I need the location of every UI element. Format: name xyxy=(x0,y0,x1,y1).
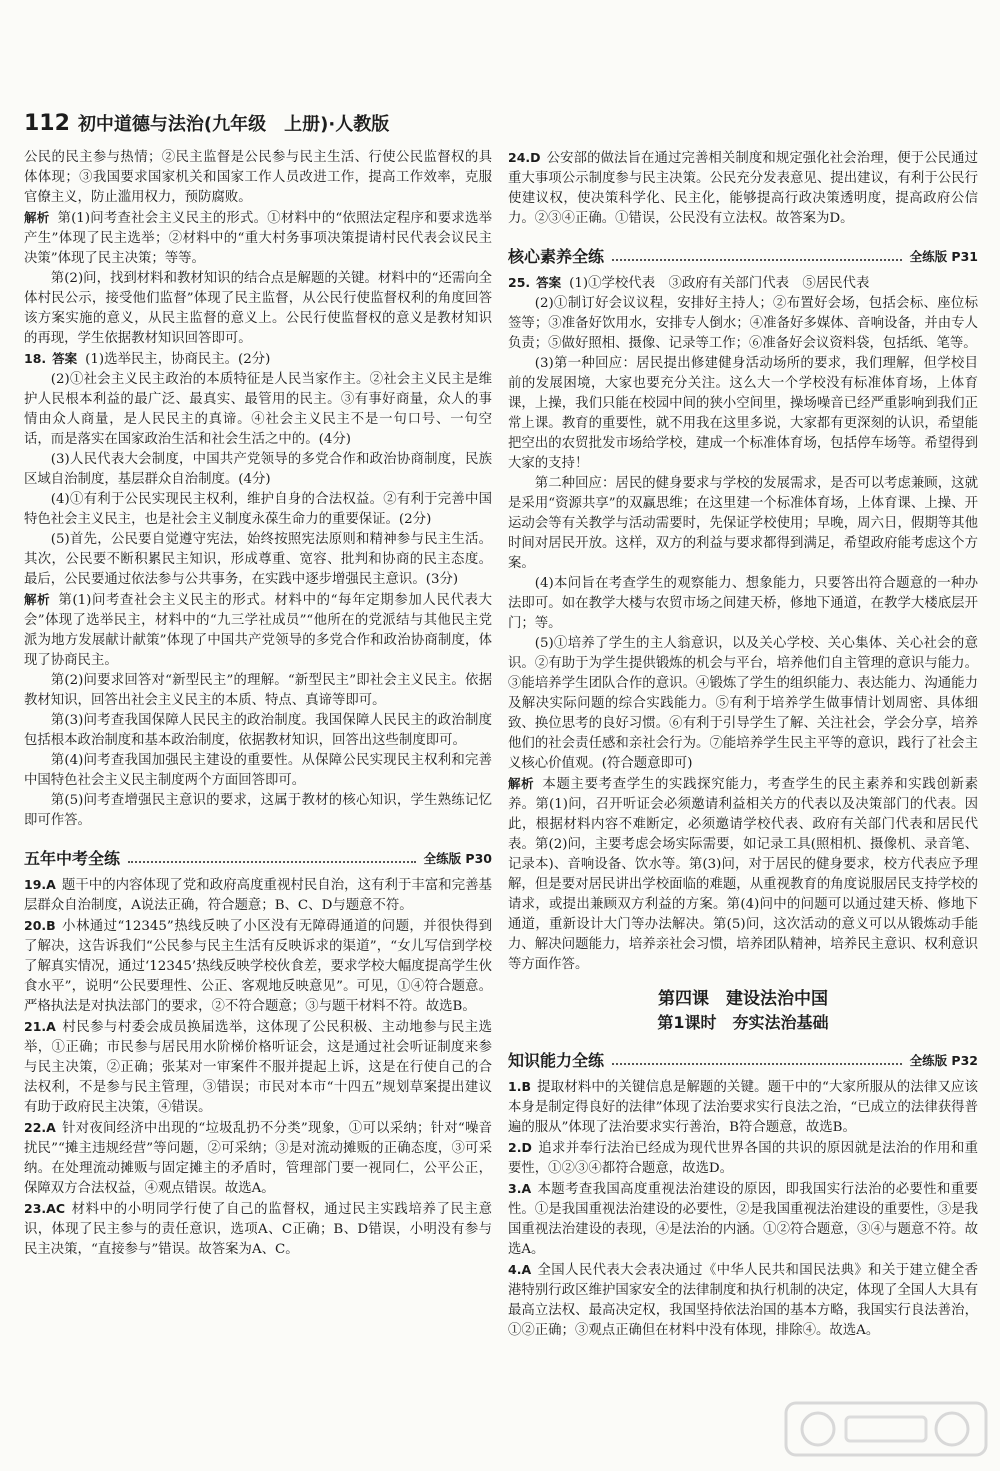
k3 xyxy=(508,1179,978,1260)
q25-item-3: (3)第一种回应：居民提出修建健身活动场所的要求，我们理解，但学校目前的发展困境，大家也要充分关注。这么大一个学校没有标准体育场，上体育课，上操，我们只能在校园中间的狭小空间里，操场噪音已经严重影响到我们正常上课。教育的重要性，就不用我在这里多说，大家都有更深刻的认识，希望能把空出的农贸批发市场给学校，建成一个标准体育场，包括停车场等。希望得到大家的支持！ xyxy=(508,356,978,471)
answer-text: (1)①学校代表 ③政府有关部门代表 ⑤居民代表 xyxy=(569,276,870,291)
q18-item-5: (5)首先，公民要自觉遵守宪法，始终按照宪法原则和精神参与民主生活。其次，公民要不断积累民主知识，形成尊重、宽容、批判和协商的民主态度。最后，公民要通过依法参与公共事务，在实践中逐步增强民主意识。(3分) xyxy=(24,532,492,587)
answer-text: (1)选举民主，协商民主。(2分) xyxy=(85,352,271,367)
q17-analysis-2: 第(2)问，找到材料和教材知识的结合点是解题的关键。材料中的“还需向全体村民公示，接受他们监督”体现了民主监督，从公民行使监督权利的角度回答该方案实施的意义，从民主监督的意义上。公民行使监督权的意义是教材知识的再现，学生依据教材知识回答即可。 xyxy=(24,271,492,346)
question-number: 22.A xyxy=(24,1120,56,1135)
watermark-logo xyxy=(782,1397,992,1461)
question-number: 20.B xyxy=(24,918,56,933)
question-number: 18. xyxy=(24,351,47,366)
q18-item-2: (2)①社会主义民主政治的本质特征是人民当家作主。②社会主义民主是维护人民根本利益的最广泛、最真实、最管用的民主。③有事好商量，众人的事情由众人商量，是人民民主的真谛。④社会主义民主不是一句口号、一句空话，而是落实在国家政治生活和社会生活之中的。(4分) xyxy=(24,372,492,447)
lesson-title: 第四课 建设法治中国 xyxy=(658,989,828,1009)
section-knowledge-ability xyxy=(508,1045,978,1071)
page-number: 112 xyxy=(24,110,70,136)
answer-label: 答案 xyxy=(52,351,78,366)
section-title: 五年中考全练 xyxy=(24,849,121,868)
k2 xyxy=(508,1138,978,1179)
question-explanation: 公安部的做法旨在通过完善相关制度和规定强化社会治理，便于公民通过重大事项公示制度参与民主决策。公民充分发表意见、提出建议，有利于公民行使建议权，使决策科学化、民主化，能够提高行政决策透明度，提高政府公信力。②③④正确。①错误，公民没有立法权。故答案为D。 xyxy=(508,151,978,226)
analysis-label: 解析 xyxy=(24,210,50,225)
lesson-subtitle: 第1课时 夯实法治基础 xyxy=(657,1013,829,1032)
q25-item-4: (4)本问旨在考查学生的观察能力、想象能力，只要答出符合题意的一种办法即可。如在教学大楼与农贸市场之间建天桥，修地下通道，在教学大楼底层开门；等。 xyxy=(508,576,978,631)
q18-analysis-3: 第(3)问考查我国保障人民民主的政治制度。我国保障人民民主的政治制度包括根本政治制度和基本政治制度，依据教材知识，回答出这些制度即可。 xyxy=(24,713,492,748)
analysis-label: 解析 xyxy=(508,776,535,791)
question-explanation: 针对夜间经济中出现的“垃圾乱扔不分类”现象，①可以采纳；针对“噪音扰民”“摊主违规经营”等问题，②可采纳；③是对流动摊贩的正确态度，③可采纳。在处理流动摊贩与固定摊主的矛盾时，管理部门要一视同仁，公平公正，保障双方合法权益，④观点错误。故选A。 xyxy=(24,1121,492,1196)
question-number: 3.A xyxy=(508,1181,532,1196)
analysis-text: 第(1)问考查社会主义民主的形式。①材料中的“依照法定程序和要求选举产生”体现了民主选举；②材料中的“重大村务事项决策提请村民代表会议民主决策”体现了民主决策；等等。 xyxy=(24,211,492,266)
question-explanation: 本题考查我国高度重视法治建设的原因，即我国实行法治的必要性和重要性。①是我国重视法治建设的必要性，②是我国重视法治建设的重要性，③是我国重视法治建设的表现，④是法治的内涵。①②符合题意，③④与题意不符。故选A。 xyxy=(508,1182,978,1257)
right-column xyxy=(508,148,978,1341)
section-page-ref: 全练版 P32 xyxy=(909,1053,978,1068)
left-column xyxy=(24,148,492,1260)
question-number: 2.D xyxy=(508,1140,532,1155)
analysis-text: 第(1)问考查社会主义民主的形式。材料中的“每年定期参加人民代表大会”体现了选举民主，材料中的“九三学社成员”“他所在的党派结与其他民主党派为地方发展献计献策”体现了中国共产党领导的多党合作和政治协商制度，体现了协商民主。 xyxy=(24,593,492,668)
q24 xyxy=(508,148,978,229)
section-title: 知识能力全练 xyxy=(508,1051,605,1070)
q23 xyxy=(24,1199,492,1260)
q22 xyxy=(24,1118,492,1199)
q19 xyxy=(24,875,492,916)
q18-analysis-5: 第(5)问考查增强民主意识的要求，这属于教材的核心知识，学生熟练记忆即可作答。 xyxy=(24,793,492,828)
section-page-ref: 全练版 P30 xyxy=(423,851,492,866)
q18-analysis-2: 第(2)问要求回答对“新型民主”的理解。“新型民主”即社会主义民主。依据教材知识，回答出社会主义民主的本质、特点、真谛等即可。 xyxy=(24,673,492,708)
section-page-ref: 全练版 P31 xyxy=(909,249,978,264)
question-number: 25. xyxy=(508,275,531,290)
question-number: 24.D xyxy=(508,150,541,165)
question-explanation: 题干中的内容体现了党和政府高度重视村民自治，这有利于丰富和完善基层群众自治制度，A说法正确，符合题意；B、C、D与题意不符。 xyxy=(24,878,492,913)
question-explanation: 材料中的小明同学行使了自己的监督权，通过民主实践培养了民主意识，体现了民主参与的责任意识，选项A、C正确；B、D错误，小明没有参与民主决策，“直接参与”错误。故答案为A、C。 xyxy=(24,1202,492,1257)
q17-continued: 公民的民主参与热情；②民主监督是公民参与民主生活、行使公民监督权的具体体现；③我国要求国家机关和国家工作人员改进工作，提高工作效率，克服官僚主义，防止滥用权力，预防腐败。 xyxy=(24,150,492,205)
q18-item-4: (4)①有利于公民实现民主权利，维护自身的合法权益。②有利于完善中国特色社会主义民主，也是社会主义制度永葆生命力的重要保证。(2分) xyxy=(24,492,492,527)
section-divider xyxy=(128,861,416,863)
section-divider xyxy=(612,1063,902,1065)
question-number: 4.A xyxy=(508,1262,532,1277)
question-explanation: 追求并奉行法治已经成为现代世界各国的共识的原因就是法治的作用和重要性，①②③④都符合题意，故选D。 xyxy=(508,1141,978,1176)
q25-item-5: (5)①培养了学生的主人翁意识，以及关心学校、关心集体、关心社会的意识。②有助于为学生提供锻炼的机会与平台，培养他们自主管理的意识与能力。③能培养学生团队合作的意识。④锻炼了学生的组织能力、表达能力、沟通能力及解决实际问题的综合实践能力。⑤有利于培养学生做事情计划周密、具体细致、换位思考的良好习惯。⑥有利于引导学生了解、关注社会，学会分享，培养他们的社会责任感和亲社会行为。⑦能培养学生民主平等的意识，践行了社会主义核心价值观。(符合题意即可) xyxy=(508,636,978,771)
section-five-year-exam xyxy=(24,843,492,869)
analysis-label: 解析 xyxy=(24,592,51,607)
q21 xyxy=(24,1017,492,1118)
k1 xyxy=(508,1077,978,1138)
q18-item-3: (3)人民代表大会制度，中国共产党领导的多党合作和政治协商制度，民族区域自治制度，基层群众自治制度。(4分) xyxy=(24,452,492,487)
q18-answer xyxy=(24,349,492,370)
section-core-literacy xyxy=(508,241,978,267)
answer-label: 答案 xyxy=(536,275,562,290)
question-number: 19.A xyxy=(24,877,56,892)
question-number: 21.A xyxy=(24,1019,56,1034)
question-explanation: 全国人民代表大会表决通过《中华人民共和国民法典》和关于建立健全香港特别行政区维护国家安全的法律制度和执行机制的决定，体现了全国人大具有最高立法权、最高决定权，我国坚持依法治国的基本方略，我国实行良法善治，①②正确；③观点正确但在材料中没有体现，排除④。故选A。 xyxy=(508,1263,978,1338)
q25-item-3b: 第二种回应：居民的健身要求与学校的发展需求，是否可以考虑兼顾，这就是采用“资源共享”的双赢思维；在这里建一个标准体育场，上体育课、上操、开运动会等有关教学与活动需要时，先保证学校使用；早晚，周六日，假期等其他时间对居民开放。这样，双方的利益与要求都得到满足，希望政府能考虑这个方案。 xyxy=(508,476,978,571)
q17-analysis xyxy=(24,208,492,269)
page-header xyxy=(24,108,976,138)
q18-analysis xyxy=(24,590,492,671)
question-explanation: 村民参与村委会成员换届选举，这体现了公民积极、主动地参与民主选举，①正确；市民参与居民用水阶梯价格听证会，这是通过社会听证制度来参与民主决策，②正确；张某对一审案件不服并提起上诉，这是在行使自己的合法权利，不是参与民主管理，③错误；市民对本市“十四五”规划草案提出建议有助于政府民主决策，④错误。 xyxy=(24,1020,492,1115)
book-title: 初中道德与法治(九年级 上册)·人教版 xyxy=(77,114,390,135)
question-explanation: 提取材料中的关键信息是解题的关键。题干中的“大家所服从的法律又应该本身是制定得良好的法律”体现了法治要求实行良法之治，“已成立的法律获得普遍的服从”体现了法治要求实行善治，B符合题意，故选B。 xyxy=(508,1080,978,1135)
q25-analysis xyxy=(508,774,978,975)
q25-answer xyxy=(508,273,978,294)
q25-item-2: (2)①制订好会议议程，安排好主持人；②布置好会场，包括会标、座位标签等；③准备好饮用水，安排专人倒水；④准备好多媒体、音响设备，并由专人负责；⑤做好照相、摄像、记录等工作；⑥准备好会议资料袋，包括纸、笔等。 xyxy=(508,296,978,351)
analysis-text: 本题主要考查学生的实践探究能力，考查学生的民主素养和实践创新素养。第(1)问，召开听证会必须邀请利益相关方的代表以及决策部门的代表。因此，根据材料内容不难断定，必须邀请学校代表、政府有关部门代表和居民代表。第(2)问，主要考虑会场实际需要，如记录工具(照相机、摄像机、录音笔、记录本)、音响设备、饮水等。第(3)问，对于居民的健身要求，校方代表应予理解，但是要对居民讲出学校面临的难题，从重视教育的角度说服居民支持学校的请求，或提出兼顾双方利益的方案。第(4)问中的问题可以通过建天桥、修地下通道，重新设计大门等办法解决。第(5)问，这次活动的意义可以从锻炼动手能力、解决问题能力，培养亲社会习惯，培养团队精神，培养民主意识、权利意识等方面作答。 xyxy=(508,777,978,972)
question-explanation: 小林通过“12345”热线反映了小区没有无障碍通道的问题，并很快得到了解决，这告诉我们“公民参与民主生活有反映诉求的渠道”，“女儿写信到学校了解真实情况，通过‘12345’热线反映学校伙食差，要求学校大幅度提高学生伙食水平”，说明“公民要理性、公正、客观地反映意见”。可见，①④符合题意。严格执法是对执法部门的要求，②不符合题意；③与题干材料不符。故选B。 xyxy=(24,919,492,1014)
question-number: 1.B xyxy=(508,1079,531,1094)
q20 xyxy=(24,916,492,1017)
section-divider xyxy=(612,259,902,261)
k4 xyxy=(508,1260,978,1341)
section-title: 核心素养全练 xyxy=(508,247,605,266)
question-number: 23.AC xyxy=(24,1201,65,1216)
q18-analysis-4: 第(4)问考查我国加强民主建设的重要性。从保障公民实现民主权利和完善中国特色社会主义民主制度两个方面回答即可。 xyxy=(24,753,492,788)
